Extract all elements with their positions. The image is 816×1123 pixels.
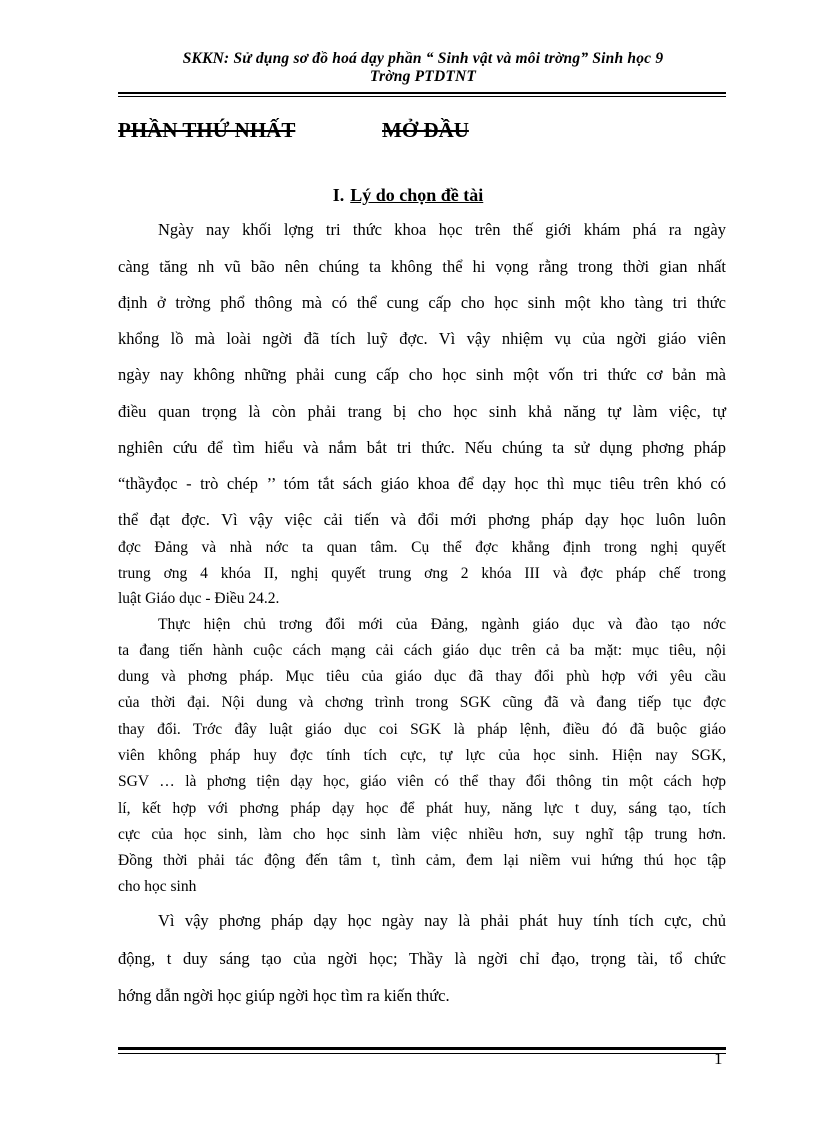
body-line: luật Giáo dục - Điều 24.2. <box>118 590 280 607</box>
header-rule-thick <box>118 92 726 94</box>
body-line: Vì vậy phơng pháp dạy học ngày nay là phải phát huy tính tích cực, chủ <box>158 911 726 930</box>
body-line: hớng dẫn ngời học giúp ngời học tìm ra kiến thức. <box>118 986 450 1005</box>
body-line: cho học sinh <box>118 878 197 895</box>
running-header <box>118 50 728 86</box>
body-line: ngày nay không những phải cung cấp cho học sinh một vốn tri thức cơ bản mà <box>118 365 726 384</box>
body-line: khổng lồ mà loài ngời đã tích luỹ đợc. Vì vậy nhiệm vụ của ngời giáo viên <box>118 329 726 348</box>
body-line: thể đạt đợc. Vì vậy việc cải tiến và đổi mới phơng pháp dạy học luôn luôn <box>118 510 726 529</box>
page-number: 1 <box>714 1049 723 1068</box>
part-heading-left: PHẦN THỨ NHẤT <box>118 118 296 142</box>
body-line: SGV … là phơng tiện dạy học, giáo viên có thể thay đổi thông tin một cách hợp <box>118 773 726 790</box>
body-line: lí, kết hợp với phơng pháp dạy học để phát huy, năng lực t duy, sáng tạo, tích <box>118 800 726 817</box>
header-rule-thin <box>118 96 726 97</box>
body-line: càng tăng nh vũ bão nên chúng ta không thể hi vọng rằng trong thời gian nhất <box>118 257 726 276</box>
body-line: trung ơng 4 khóa II, nghị quyết trung ơng 2 khóa III và đợc pháp chế trong <box>118 565 726 582</box>
body-line: Ngày nay khối lợng tri thức khoa học trên thế giới khám phá ra ngày <box>158 220 726 239</box>
part-heading <box>118 118 718 148</box>
footer-rule-thin <box>118 1053 726 1054</box>
section-number: I. <box>332 185 345 205</box>
part-heading-right: MỞ ĐẦU <box>382 118 469 142</box>
section-title-text: Lý do chọn đề tài <box>350 185 484 205</box>
header-line-2: Trờng PTDTNT <box>369 68 477 85</box>
section-title <box>0 185 816 206</box>
header-line-1: SKKN: Sử dụng sơ đồ hoá dạy phần “ Sinh vật và môi trờng” Sinh học 9 <box>182 50 664 67</box>
body-line: đợc Đảng và nhà nớc ta quan tâm. Cụ thể đợc khẳng định trong nghị quyết <box>118 539 726 556</box>
body-line: nghiên cứu để tìm hiểu và nắm bắt tri thức. Nếu chúng ta sử dụng phơng pháp <box>118 438 726 457</box>
body-line: điều quan trọng là còn phải trang bị cho học sinh khả năng tự làm việc, tự <box>118 402 726 421</box>
body-line: động, t duy sáng tạo của ngời học; Thầy là ngời chỉ đạo, trọng tài, tổ chức <box>118 949 726 968</box>
body-line: cực của học sinh, làm cho học sinh làm việc nhiều hơn, suy nghĩ tập trung hơn. <box>118 826 726 843</box>
body-line: Thực hiện chủ trơng đổi mới của Đảng, ngành giáo dục và đào tạo nớc <box>158 616 726 633</box>
body-line: thay đổi. Trớc đây luật giáo dục coi SGK là pháp lệnh, điều đó đã buộc giáo <box>118 721 726 738</box>
body-line: dung và phơng pháp. Mục tiêu của giáo dục đã thay đổi phù hợp với yêu cầu <box>118 668 726 685</box>
body-line: định ở trờng phổ thông mà có thể cung cấp cho học sinh một kho tàng tri thức <box>118 293 726 312</box>
footer-rule-thick <box>118 1047 726 1050</box>
body-line: viên không pháp huy đợc tính tích cực, tự lực của học sinh. Hiện nay SGK, <box>118 747 726 764</box>
body-line: của thời đại. Nội dung và chơng trình trong SGK cũng đã và đang tiếp tục đợc <box>118 694 726 711</box>
body-line: “thầyđọc - trò chép ’’ tóm tắt sách giáo khoa để dạy học thì mục tiêu trên khó có <box>118 474 726 493</box>
body-line: ta đang tiến hành cuộc cách mạng cải cách giáo dục trên cả ba mặt: mục tiêu, nội <box>118 642 726 659</box>
body-line: Đồng thời phải tác động đến tâm t, tình cảm, đem lại niềm vui hứng thú học tập <box>118 852 726 869</box>
